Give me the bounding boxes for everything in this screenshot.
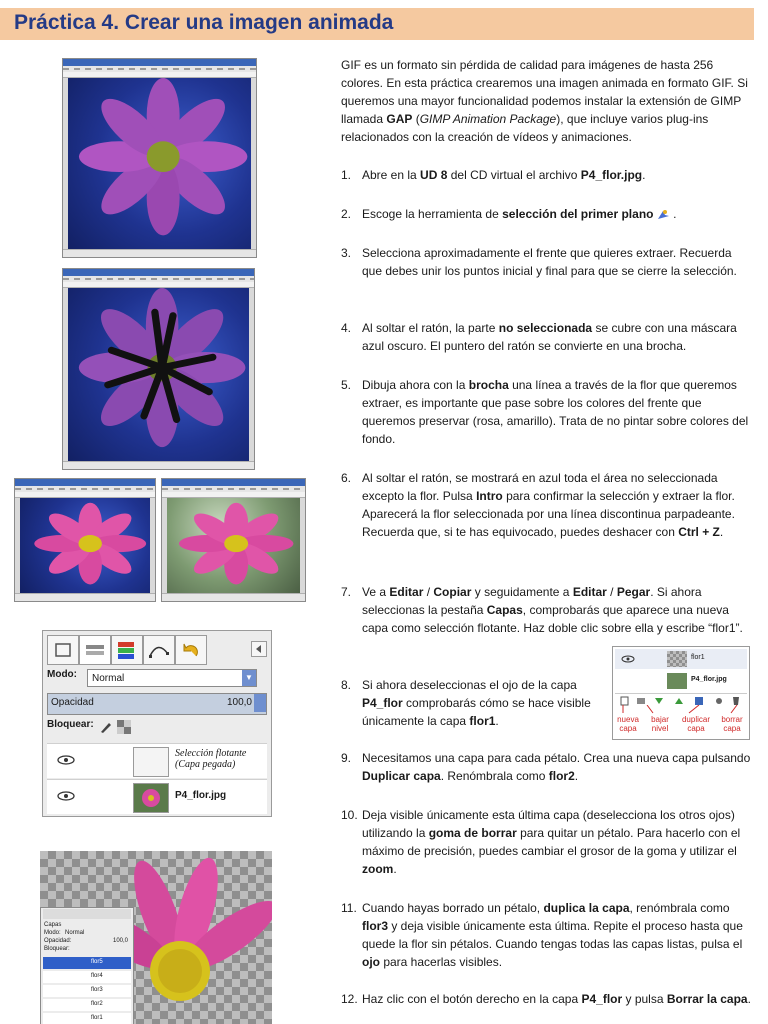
step-4: 4. Al soltar el ratón, la parte no seleccionada se cubre con una máscara azul oscuro. El puntero del ratón se convierte en una brocha. (341, 321, 737, 353)
callout-lower-layer: bajar nivel (651, 715, 669, 733)
tab-undo-history[interactable] (175, 635, 207, 665)
opacity-value: 100,0 (226, 697, 252, 708)
mini-layer-row[interactable]: flor5 (43, 957, 131, 969)
step-7: 7. Ve a Editar / Copiar y seguidamente a Editar / Pegar. Si ahora seleccionas la pestaña Capas, comprobarás que aparece una nueva capa como selección flotante. Haz doble clic sobre ella y escribe “flor1”. (341, 585, 743, 635)
step-8: 8. Si ahora deseleccionas el ojo de la capa P4_flor comprobarás cómo se hace visible únicamente la capa flor1. (341, 678, 591, 728)
eye-icon[interactable] (621, 655, 635, 663)
channels-icon (112, 636, 142, 664)
intro-paragraph: GIF es un formato sin pérdida de calidad para imágenes de hasta 256 colores. En esta práctica crearemos una imagen animada en formato GIF. Si queremos una mayor funcionalidad podemos instalar la extensión de GIMP llamada GAP (GIMP Animation Package), que incluye varios plug-ins relacionados con la creación de vídeos y animaciones. (341, 58, 748, 144)
mini-layer-row[interactable]: flor4 (43, 971, 131, 983)
triangle-left-icon (252, 642, 266, 656)
eye-icon[interactable] (57, 755, 75, 765)
callout-new-layer: nueva capa (617, 715, 639, 733)
opacity-spin-button[interactable] (254, 694, 266, 712)
mini-opacity-label: Opacidad: (44, 938, 72, 944)
opacity-label: Opacidad (51, 697, 94, 708)
flower-selection (167, 498, 300, 593)
gimp-screenshot-original (62, 58, 257, 258)
page-title: Práctica 4. Crear una imagen animada (14, 11, 394, 34)
gimp-screenshot-blue-mask (14, 478, 156, 602)
layer-name-p4-flor: P4_flor.jpg (175, 790, 227, 801)
flower-blue-mask (20, 498, 150, 593)
step-2: 2. Escoge la herramienta de selección del primer plano . (341, 207, 677, 221)
mini-layers-dock (40, 907, 134, 1024)
step-9: 9. Necesitamos una capa para cada pétalo. Crea una nueva capa pulsando Duplicar capa. Renómbrala como flor2. (341, 751, 751, 783)
step-5: 5. Dibuja ahora con la brocha una línea a través de la flor que queremos extraer, es importante que pase sobre los colores del frente que queremos preservar (rosa, amarillo). Trata de no pintar sobre colores del fondo. (341, 378, 749, 446)
step-3: 3. Selecciona aproximadamente el frente que quieres extraer. Recuerda que debes unir los puntos inicial y final para que se cierre la selección. (341, 246, 737, 278)
callout-delete-layer: borrar capa (721, 715, 743, 733)
tab-channels[interactable] (111, 635, 143, 665)
tab-tool-options[interactable] (47, 635, 79, 665)
mini-lock-label: Bloquear: (44, 946, 70, 952)
flower-image (68, 78, 251, 249)
mini-mode-value: Normal (65, 930, 85, 936)
undo-icon (176, 636, 206, 664)
mode-value: Normal (92, 673, 125, 684)
step-6: 6. Al soltar el ratón, se mostrará en azul toda el área no seleccionada excepto la flor. Pulsa Intro para confirmar la selección y extraer la flor. Aparecerá la flor seleccionada por una línea discontinua parpadeante. Recuerda que, si te has equivocado, puedes deshacer con Ctrl + Z. (341, 471, 735, 539)
dock-tabs (47, 635, 267, 665)
step-1: 1. Abre en la UD 8 del CD virtual el archivo P4_flor.jpg. (341, 168, 646, 182)
foreground-select-tool-icon (657, 209, 670, 221)
capas-layer-row[interactable]: P4_flor.jpg (615, 671, 747, 691)
paths-icon (144, 636, 174, 664)
step-11: 11. Cuando hayas borrado un pétalo, duplica la capa, renómbrala como flor3 y deja visible únicamente esta última. Repite el proceso hasta que quede la flor sin pétalos. Cuando tengas todas las capas listas, pulsa el ojo para hacerlas visibles. (341, 901, 743, 969)
dock-menu-button[interactable] (251, 641, 267, 657)
tab-paths[interactable] (143, 635, 175, 665)
capas-panel-screenshot (612, 646, 750, 740)
transparent-flower-image (40, 851, 272, 1024)
step-10: 10. Deja visible únicamente esta última capa (deselecciona los otros ojos) utilizando la goma de borrar para quitar un pétalo. Para hacerlo con el máximo de precisión, puedes cambiar el grosor de la goma y utilizar el zoom. (341, 808, 741, 876)
layer-row-floating-selection[interactable] (47, 743, 267, 778)
mini-opacity-value: 100,0 (113, 938, 129, 944)
flower-image-brush-stroke (68, 288, 249, 461)
mode-select[interactable] (87, 669, 257, 687)
lock-label: Bloquear: (47, 719, 94, 730)
mode-label: Modo: (47, 669, 77, 680)
layers-icon (80, 636, 110, 664)
layer-thumbnail-floating (133, 747, 169, 777)
lock-row (47, 719, 267, 739)
gimp-screenshot-brush (62, 268, 255, 470)
layer-thumbnail-p4-flor (133, 783, 169, 813)
lock-alpha-checker-icon[interactable] (117, 720, 131, 734)
layer-row-p4-flor[interactable] (47, 779, 267, 814)
callout-duplicate-layer: duplicar capa (681, 715, 710, 733)
mini-layer-row[interactable]: flor2 (43, 999, 131, 1011)
chevron-down-icon: ▼ (242, 670, 256, 686)
mode-row (47, 669, 267, 689)
layer-name-floating: Selección flotante (Capa pegada) (175, 748, 247, 770)
tab-layers[interactable] (79, 635, 111, 665)
mini-layer-row[interactable]: flor1 (43, 1013, 131, 1024)
step-12: 12. Haz clic con el botón derecho en la capa P4_flor y pulsa Borrar la capa. (341, 992, 751, 1006)
layers-panel (42, 630, 272, 817)
tool-options-icon (48, 636, 78, 664)
eye-icon[interactable] (57, 791, 75, 801)
opacity-slider[interactable] (47, 693, 267, 715)
lock-pixels-brush-icon[interactable] (99, 720, 113, 734)
gimp-screenshot-selection (161, 478, 306, 602)
mini-mode-label: Modo: (44, 930, 61, 936)
mini-layer-row[interactable]: flor3 (43, 985, 131, 997)
capas-layer-row[interactable]: flor1 (615, 649, 747, 669)
mini-title: Capas (44, 922, 62, 928)
